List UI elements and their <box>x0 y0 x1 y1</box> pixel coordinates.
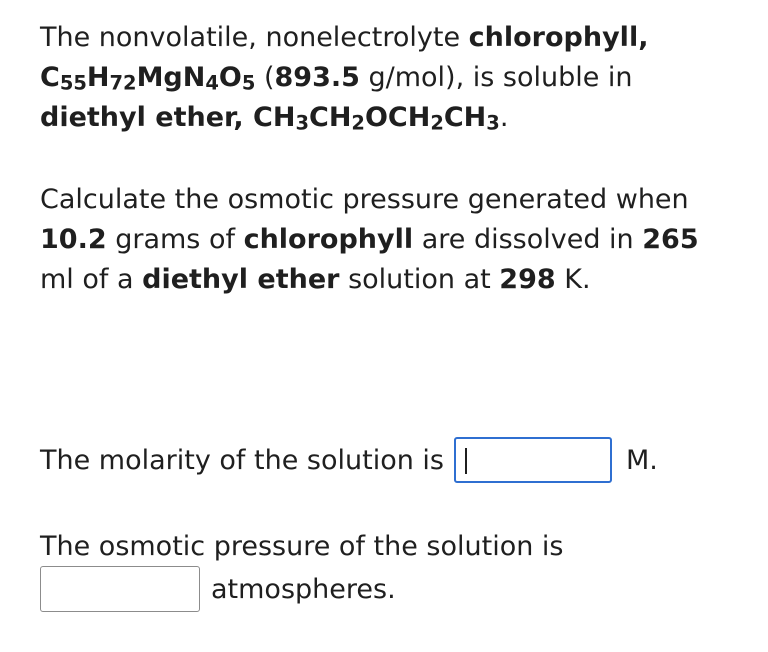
formula-c: C <box>40 62 60 93</box>
question-solvent: diethyl ether <box>142 264 340 295</box>
sf-s1: 3 <box>295 111 309 135</box>
osmotic-pressure-input[interactable] <box>40 566 200 612</box>
question-compound: chlorophyll <box>243 224 414 255</box>
sf-p4: CH <box>443 102 487 133</box>
sf-s2: 2 <box>351 111 365 135</box>
molarity-row <box>40 437 658 483</box>
chemical-formula <box>40 62 255 93</box>
formula-o-sub: 5 <box>241 71 256 95</box>
question-part-1: Calculate the osmotic pressure generated when <box>40 184 689 215</box>
formula-mgn: MgN <box>136 62 206 93</box>
line1-text: The nonvolatile, nonelectrolyte <box>40 22 469 53</box>
formula-n-sub: 4 <box>205 71 219 95</box>
question-part-2: grams of <box>106 224 244 255</box>
sf-p3: OCH <box>364 102 431 133</box>
volume-value: 265 <box>642 224 699 255</box>
molar-mass-value: 893.5 <box>274 62 360 93</box>
osmotic-unit: atmospheres. <box>211 573 396 605</box>
sf-s3: 2 <box>430 111 444 135</box>
solvent-name <box>40 102 500 133</box>
temperature-value: 298 <box>499 264 556 295</box>
molarity-unit: M. <box>626 444 658 476</box>
formula-h: H <box>86 62 110 93</box>
osmotic-label: The osmotic pressure of the solution is <box>40 531 564 562</box>
grams-value: 10.2 <box>40 224 107 255</box>
formula-o: O <box>218 62 242 93</box>
question-part-4: ml of a <box>40 264 143 295</box>
formula-h-sub: 72 <box>109 71 137 95</box>
sf-p1: CH <box>253 102 296 133</box>
sf-s4: 3 <box>486 111 500 135</box>
solvent-label: diethyl ether, <box>40 102 254 133</box>
problem-statement: The nonvolatile, nonelectrolyte chlorophyll, C55H72MgN4O5 (893.5 g/mol), is soluble in diethyl ether, CH3CH2OCH2CH3. <box>40 22 649 135</box>
formula-c-sub: 55 <box>59 71 87 95</box>
molarity-label: The molarity of the solution is <box>40 444 444 476</box>
sf-p2: CH <box>309 102 352 133</box>
problem-container <box>40 18 740 300</box>
compound-name: chlorophyll, <box>468 22 649 53</box>
molar-mass-rest: g/mol), is soluble in <box>359 62 633 93</box>
question-part-5: solution at <box>339 264 500 295</box>
molarity-input[interactable] <box>454 437 612 483</box>
question-text <box>40 180 740 300</box>
text-caret <box>465 448 467 474</box>
question-part-3: are dissolved in <box>413 224 643 255</box>
solvent-end: . <box>499 102 509 133</box>
question-part-6: K. <box>555 264 591 295</box>
osmotic-row <box>40 566 396 612</box>
